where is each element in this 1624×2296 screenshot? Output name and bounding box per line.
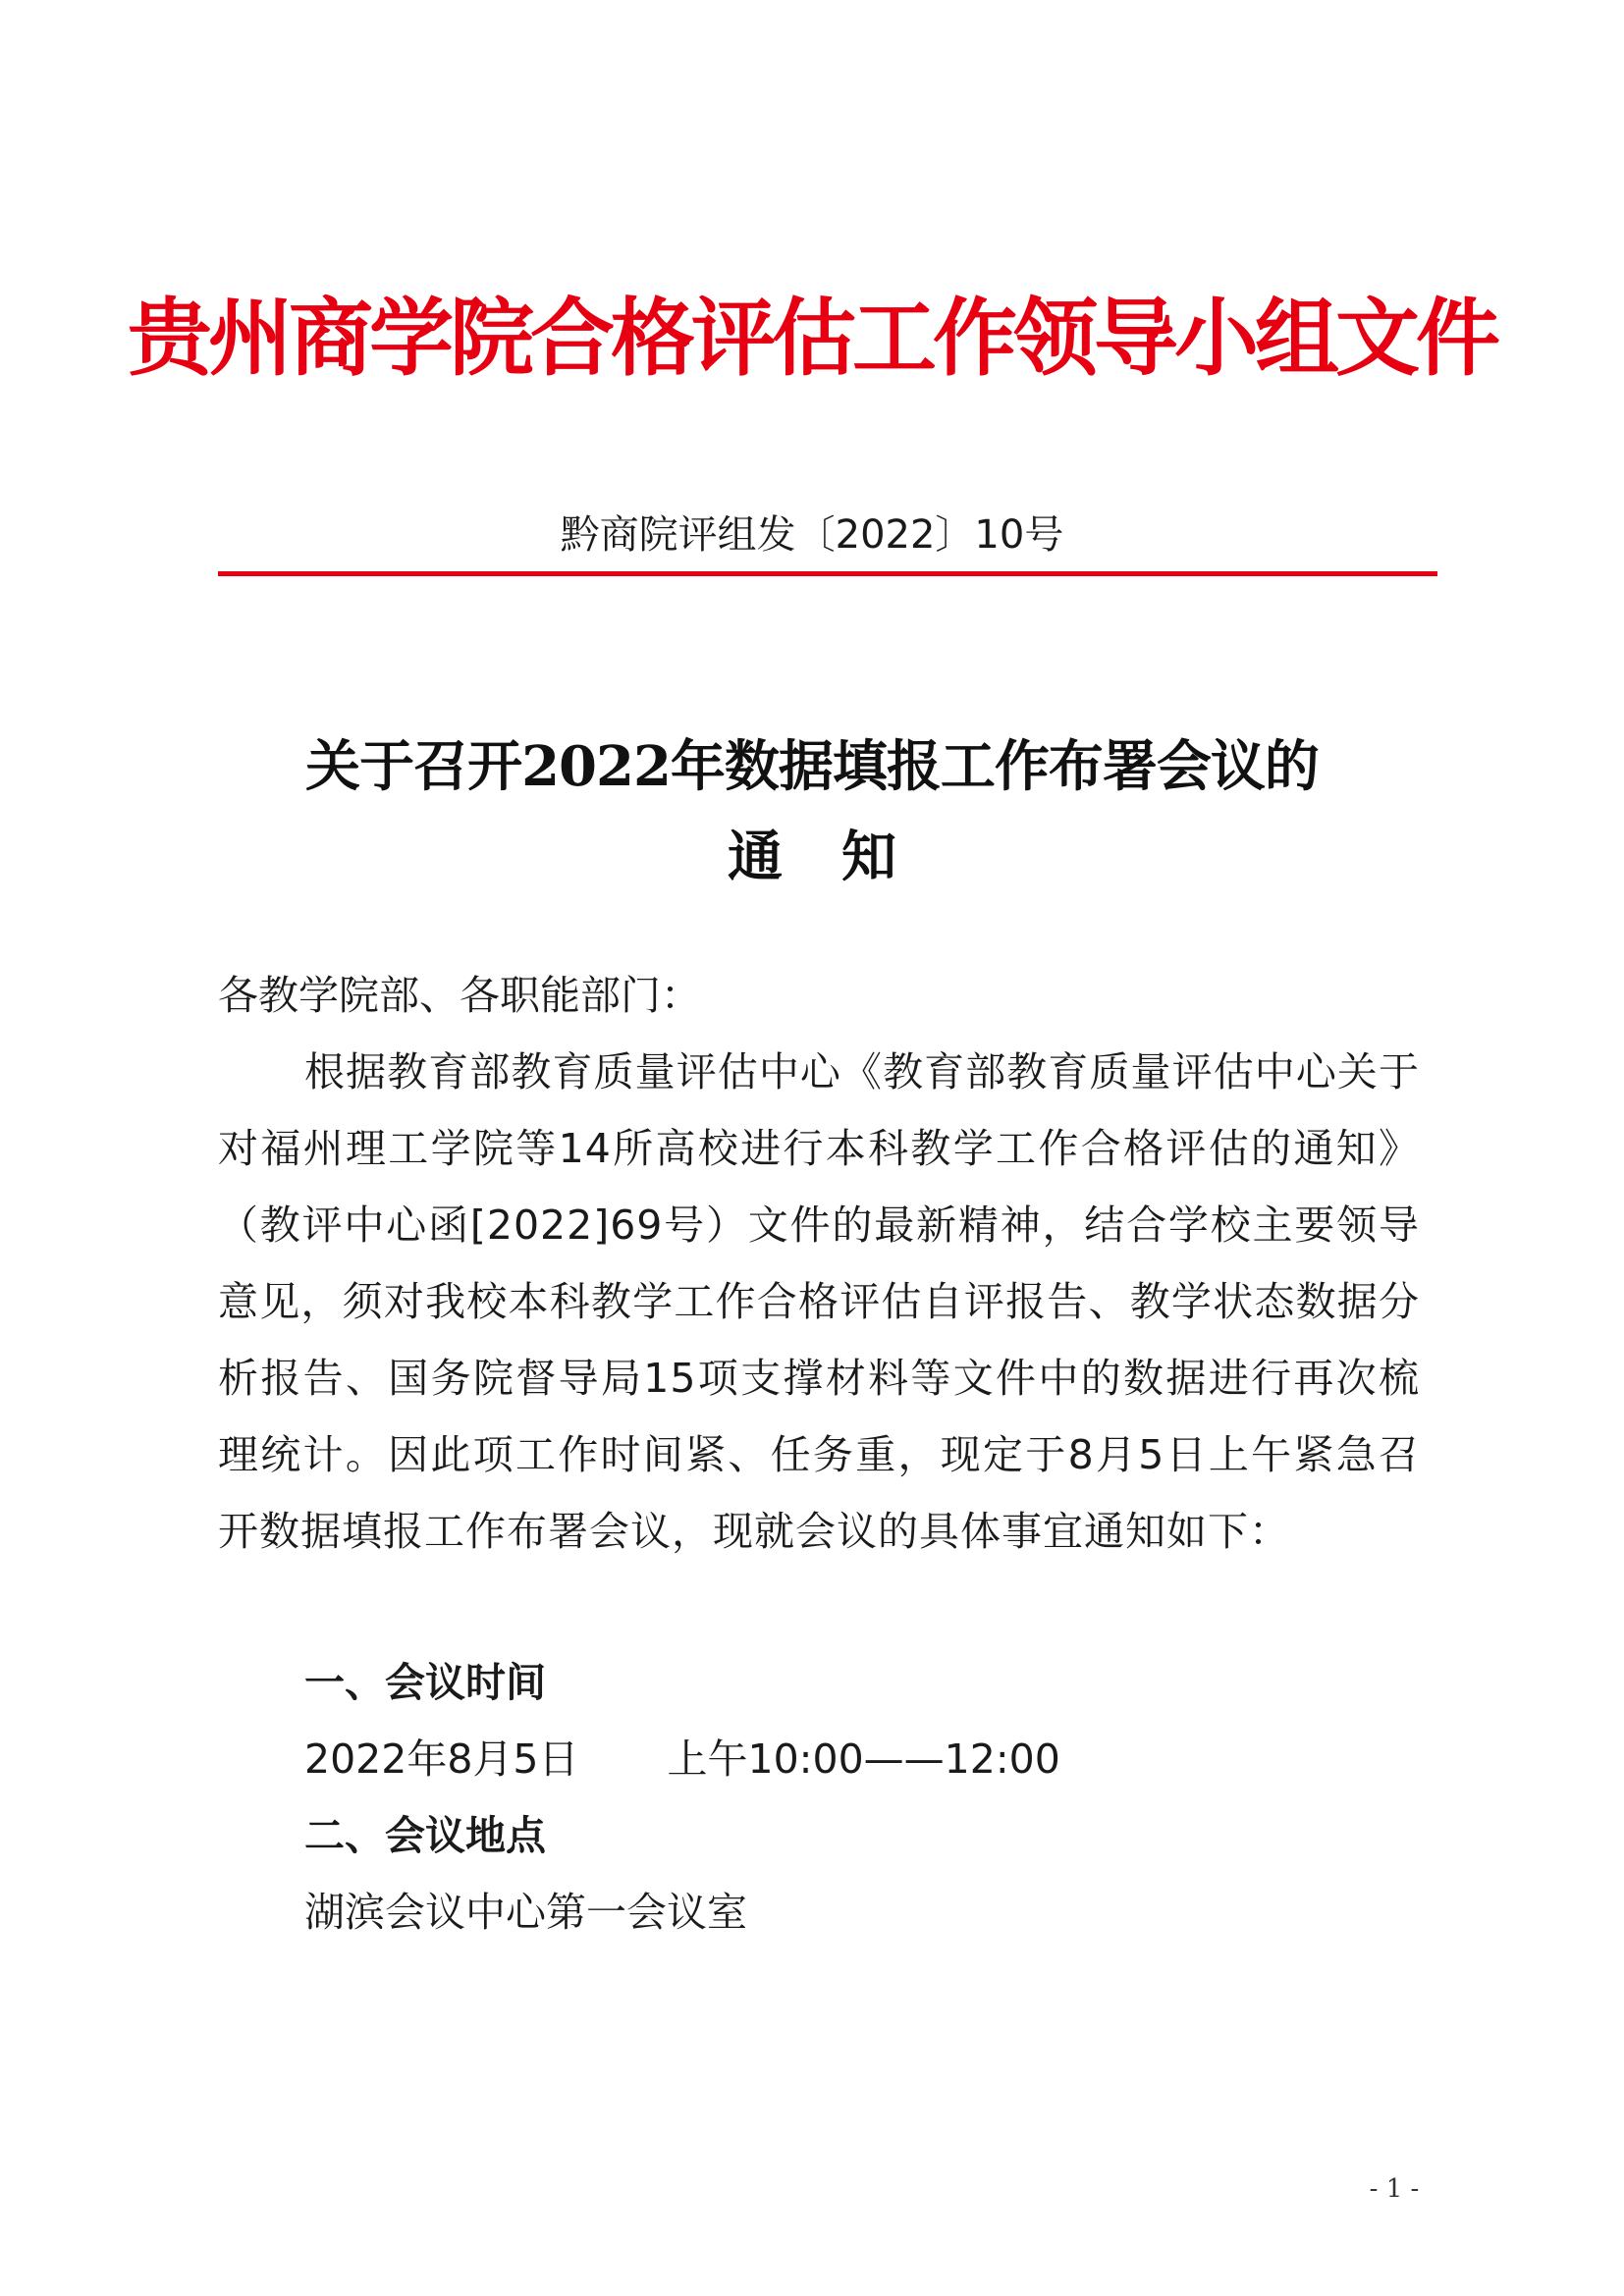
salutation: 各教学院部、各职能部门： <box>218 972 701 1019</box>
meeting-time-value <box>304 1721 1060 1797</box>
notice-title <box>0 721 1624 902</box>
section-heading-meeting-location: 二、会议地点 <box>304 1812 546 1859</box>
section-heading-meeting-time: 一、会议时间 <box>304 1659 546 1706</box>
header-divider-line <box>218 571 1437 576</box>
meeting-time-range: 上午10:00——12:00 <box>667 1735 1060 1783</box>
document-number: 黔商院评组发〔2022〕10号 <box>560 512 1064 558</box>
notice-title-line-1: 关于召开2022年数据填报工作布署会议的 <box>305 734 1319 799</box>
meeting-date: 2022年8月5日 <box>304 1735 579 1783</box>
document-header-title: 贵州商学院合格评估工作领导小组文件 <box>128 289 1496 388</box>
meeting-location-value: 湖滨会议中心第一会议室 <box>304 1889 747 1936</box>
notice-title-line-2: 通知 <box>728 825 955 889</box>
page-number: - 1 - <box>1369 2174 1420 2204</box>
body-paragraph: 根据教育部教育质量评估中心《教育部教育质量评估中心关于对福州理工学院等14所高校进行本科教学工作合格评估的通知》（教评中心函[2022]69号）文件的最新精神，结合学校主要领导意见，须对我校本科教学工作合格评估自评报告、教学状态数据分析报告、国务院督导局15项支撑材料等文件中的数据进行再次梳理统计。因此项工作时间紧、任务重，现定于8月5日上午紧急召开数据填报工作布署会议，现就会议的具体事宜通知如下： <box>218 1048 1420 1555</box>
